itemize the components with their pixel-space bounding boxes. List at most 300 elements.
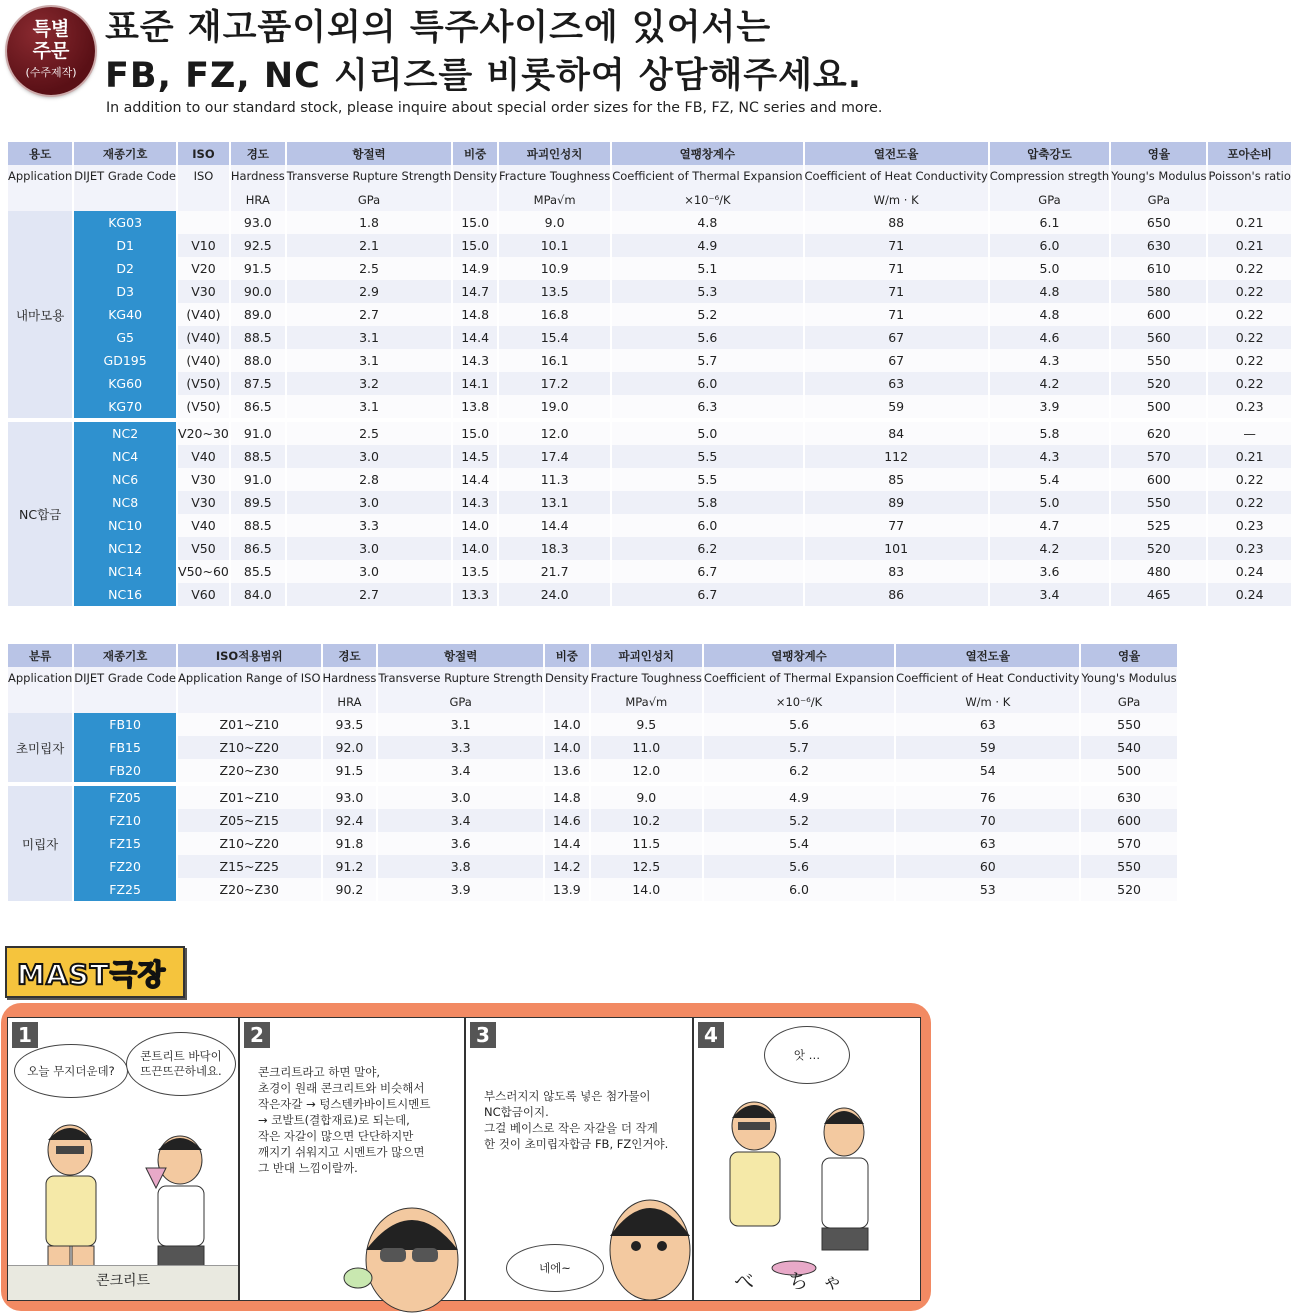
header-units xyxy=(8,188,1291,211)
value-cell: 71 xyxy=(805,257,988,280)
value-cell: (V50) xyxy=(178,372,229,395)
header-korean-cell: 비중 xyxy=(453,142,497,165)
value-cell: 0.23 xyxy=(1208,514,1290,537)
header-units-cell xyxy=(8,188,72,211)
value-cell: — xyxy=(1208,418,1290,445)
value-cell: 85 xyxy=(805,468,988,491)
panel-number-2: 2 xyxy=(244,1022,270,1048)
table-row xyxy=(8,583,1291,606)
value-cell: 17.4 xyxy=(499,445,610,468)
value-cell: 14.0 xyxy=(453,514,497,537)
header-korean-cell: 압축강도 xyxy=(990,142,1109,165)
table-row xyxy=(8,782,1177,809)
value-cell: 5.2 xyxy=(612,303,802,326)
value-cell: 91.5 xyxy=(231,257,285,280)
value-cell: 2.1 xyxy=(287,234,452,257)
panel-2-text: 콘크리트라고 하면 말야, 초경이 원래 콘크리트와 비슷해서 작은자갈 → 텅스텐카바이트시멘트 → 코발트(결합재료)로 되는데, 작은 자갈이 많으면 단단하지만 깨지기 쉬워지고 시멘트가 많으면 그 반대 느낌이랄까. xyxy=(258,1065,431,1175)
header-korean-cell: 포아손비 xyxy=(1208,142,1290,165)
value-cell: V40 xyxy=(178,445,229,468)
value-cell: 71 xyxy=(805,303,988,326)
value-cell: 3.1 xyxy=(378,713,543,736)
value-cell: 600 xyxy=(1111,468,1206,491)
value-cell: 4.8 xyxy=(612,211,802,234)
value-cell: Z01~Z10 xyxy=(178,782,321,809)
value-cell: 0.22 xyxy=(1208,372,1290,395)
value-cell: 5.0 xyxy=(990,491,1109,514)
grade-code-cell: D2 xyxy=(74,257,176,280)
grade-code-cell: NC4 xyxy=(74,445,176,468)
value-cell: 5.0 xyxy=(990,257,1109,280)
value-cell: 0.22 xyxy=(1208,468,1290,491)
badge-line3: (수주제작) xyxy=(25,66,77,79)
comic-strip xyxy=(1,1003,931,1311)
header-units-cell: GPa xyxy=(1111,188,1206,211)
grade-code-cell: NC10 xyxy=(74,514,176,537)
value-cell: 560 xyxy=(1111,326,1206,349)
value-cell: 5.2 xyxy=(704,809,894,832)
value-cell: 14.4 xyxy=(545,832,589,855)
header-units-cell: HRA xyxy=(231,188,285,211)
value-cell: 0.21 xyxy=(1208,234,1290,257)
header-english-cell: Application Range of ISO xyxy=(178,667,321,690)
table-row xyxy=(8,491,1291,514)
table-row xyxy=(8,211,1291,234)
value-cell: 93.0 xyxy=(231,211,285,234)
badge-line1: 특별 xyxy=(32,18,70,40)
header-units-cell xyxy=(178,690,321,713)
header-units-cell: GPa xyxy=(990,188,1109,211)
header-units-cell xyxy=(8,690,72,713)
value-cell: 0.21 xyxy=(1208,445,1290,468)
value-cell: (V40) xyxy=(178,303,229,326)
headline-line2: FB, FZ, NC 시리즈를 비롯하여 상담해주세요. xyxy=(105,56,863,96)
value-cell: 10.1 xyxy=(499,234,610,257)
value-cell: V10 xyxy=(178,234,229,257)
value-cell: 500 xyxy=(1111,395,1206,418)
comic-panel-1 xyxy=(7,1017,239,1301)
speech-bubble: 콘트리트 바닥이 뜨끈뜨끈하네요. xyxy=(126,1032,236,1096)
value-cell: 6.2 xyxy=(612,537,802,560)
value-cell: 3.4 xyxy=(378,759,543,782)
panel-number-1: 1 xyxy=(12,1022,38,1048)
header-units-cell: GPa xyxy=(1081,690,1176,713)
header-korean-cell: 영율 xyxy=(1111,142,1206,165)
value-cell: 14.4 xyxy=(453,326,497,349)
value-cell: 3.1 xyxy=(287,326,452,349)
header-korean-cell: 영율 xyxy=(1081,644,1176,667)
value-cell: 4.3 xyxy=(990,445,1109,468)
header-english-cell: Density xyxy=(453,165,497,188)
grade-code-cell: FZ15 xyxy=(74,832,176,855)
group-label: 초미립자 xyxy=(8,713,72,782)
value-cell: 13.1 xyxy=(499,491,610,514)
value-cell: 86 xyxy=(805,583,988,606)
value-cell: 11.5 xyxy=(591,832,702,855)
table-row xyxy=(8,713,1177,736)
value-cell: 6.0 xyxy=(990,234,1109,257)
value-cell: 86.5 xyxy=(231,537,285,560)
value-cell: 60 xyxy=(896,855,1079,878)
value-cell: 89.0 xyxy=(231,303,285,326)
header-english-cell: Application xyxy=(8,667,72,690)
value-cell: 570 xyxy=(1081,832,1176,855)
value-cell: 5.3 xyxy=(612,280,802,303)
comic-panel-2 xyxy=(239,1017,465,1301)
value-cell: 14.3 xyxy=(453,491,497,514)
value-cell: 3.8 xyxy=(378,855,543,878)
table-row xyxy=(8,514,1291,537)
value-cell: 0.22 xyxy=(1208,303,1290,326)
header-korean-cell: 열전도율 xyxy=(896,644,1079,667)
grade-code-cell: FZ05 xyxy=(74,782,176,809)
value-cell: 525 xyxy=(1111,514,1206,537)
value-cell: 6.7 xyxy=(612,583,802,606)
value-cell: 91.8 xyxy=(323,832,377,855)
value-cell: V60 xyxy=(178,583,229,606)
table-row xyxy=(8,280,1291,303)
value-cell: 6.7 xyxy=(612,560,802,583)
grade-code-cell: FZ10 xyxy=(74,809,176,832)
value-cell: 92.5 xyxy=(231,234,285,257)
grade-code-cell: G5 xyxy=(74,326,176,349)
header-units-cell xyxy=(1208,188,1290,211)
grade-code-cell: FB15 xyxy=(74,736,176,759)
table-row xyxy=(8,257,1291,280)
value-cell: Z20~Z30 xyxy=(178,878,321,901)
header-english-cell: Hardness xyxy=(231,165,285,188)
table-row xyxy=(8,445,1291,468)
header-english-cell: DIJET Grade Code xyxy=(74,667,176,690)
value-cell: 4.2 xyxy=(990,537,1109,560)
speech-bubble: 네에~ xyxy=(506,1244,604,1292)
value-cell: 88.5 xyxy=(231,445,285,468)
value-cell: 6.0 xyxy=(612,372,802,395)
table-row xyxy=(8,303,1291,326)
value-cell: 5.5 xyxy=(612,445,802,468)
value-cell: 54 xyxy=(896,759,1079,782)
value-cell: (V50) xyxy=(178,395,229,418)
value-cell: 5.5 xyxy=(612,468,802,491)
header-korean-cell: 열팽창계수 xyxy=(612,142,802,165)
value-cell: 71 xyxy=(805,280,988,303)
value-cell: 14.6 xyxy=(545,809,589,832)
value-cell: 12.0 xyxy=(499,418,610,445)
header-english-cell: Application xyxy=(8,165,72,188)
value-cell: 14.1 xyxy=(453,372,497,395)
table-row xyxy=(8,736,1177,759)
grade-code-cell: KG40 xyxy=(74,303,176,326)
speech-bubble: 앗 … xyxy=(764,1026,850,1084)
value-cell: V20~30 xyxy=(178,418,229,445)
value-cell: 5.0 xyxy=(612,418,802,445)
header-korean-cell: 용도 xyxy=(8,142,72,165)
value-cell: 3.0 xyxy=(378,782,543,809)
value-cell: 63 xyxy=(805,372,988,395)
grade-code-cell: FB10 xyxy=(74,713,176,736)
header-korean-cell: 파괴인성치 xyxy=(591,644,702,667)
header-korean-cell: 경도 xyxy=(323,644,377,667)
table-row xyxy=(8,234,1291,257)
mast-title-text: MAST극장 xyxy=(17,958,166,991)
value-cell: 3.0 xyxy=(287,537,452,560)
value-cell: 88.5 xyxy=(231,514,285,537)
value-cell: 0.24 xyxy=(1208,560,1290,583)
value-cell: 15.0 xyxy=(453,211,497,234)
value-cell: V30 xyxy=(178,280,229,303)
value-cell: 4.2 xyxy=(990,372,1109,395)
value-cell: 540 xyxy=(1081,736,1176,759)
header-english-cell: Young's Modulus xyxy=(1111,165,1206,188)
value-cell: 14.8 xyxy=(453,303,497,326)
value-cell: 90.2 xyxy=(323,878,377,901)
value-cell: 3.4 xyxy=(990,583,1109,606)
header-english-cell: Compression stregth xyxy=(990,165,1109,188)
group-label: 내마모용 xyxy=(8,211,72,418)
value-cell: 0.23 xyxy=(1208,395,1290,418)
value-cell: 3.9 xyxy=(378,878,543,901)
header-units-cell: GPa xyxy=(287,188,452,211)
value-cell: V50~60 xyxy=(178,560,229,583)
panel-number-4: 4 xyxy=(698,1022,724,1048)
value-cell: Z10~Z20 xyxy=(178,832,321,855)
value-cell: 93.5 xyxy=(323,713,377,736)
value-cell: Z05~Z15 xyxy=(178,809,321,832)
value-cell: 5.6 xyxy=(704,855,894,878)
value-cell: 3.6 xyxy=(990,560,1109,583)
value-cell: 14.0 xyxy=(591,878,702,901)
table-row xyxy=(8,878,1177,901)
value-cell: 12.0 xyxy=(591,759,702,782)
header-english-cell: Fracture Toughness xyxy=(591,667,702,690)
table-row xyxy=(8,537,1291,560)
value-cell: 67 xyxy=(805,349,988,372)
header-units-cell xyxy=(178,188,229,211)
value-cell: 91.2 xyxy=(323,855,377,878)
header-units xyxy=(8,690,1177,713)
value-cell: V50 xyxy=(178,537,229,560)
english-subline: In addition to our standard stock, please inquire about special order sizes for the FB, FZ, NC series and more. xyxy=(106,100,883,116)
header-korean-cell: 열전도율 xyxy=(805,142,988,165)
value-cell: 5.4 xyxy=(990,468,1109,491)
comic-panel-4 xyxy=(693,1017,921,1301)
table-row xyxy=(8,468,1291,491)
value-cell: 15.0 xyxy=(453,234,497,257)
value-cell: Z10~Z20 xyxy=(178,736,321,759)
value-cell: 600 xyxy=(1081,809,1176,832)
value-cell: 101 xyxy=(805,537,988,560)
header-korean xyxy=(8,644,1177,667)
value-cell: V30 xyxy=(178,468,229,491)
value-cell: 91.0 xyxy=(231,468,285,491)
value-cell: V40 xyxy=(178,514,229,537)
value-cell: 53 xyxy=(896,878,1079,901)
value-cell: 90.0 xyxy=(231,280,285,303)
value-cell: 16.8 xyxy=(499,303,610,326)
table-row xyxy=(8,326,1291,349)
value-cell: 2.7 xyxy=(287,303,452,326)
value-cell: 4.8 xyxy=(990,280,1109,303)
value-cell: 11.0 xyxy=(591,736,702,759)
value-cell: 67 xyxy=(805,326,988,349)
value-cell: 88 xyxy=(805,211,988,234)
value-cell: 13.5 xyxy=(499,280,610,303)
value-cell: 14.4 xyxy=(499,514,610,537)
character-with-glasses-illustration xyxy=(240,1190,464,1300)
header-korean-cell: ISO xyxy=(178,142,229,165)
value-cell: 14.9 xyxy=(453,257,497,280)
value-cell: 84.0 xyxy=(231,583,285,606)
value-cell: 88.0 xyxy=(231,349,285,372)
value-cell: 3.4 xyxy=(378,809,543,832)
grade-code-cell: NC16 xyxy=(74,583,176,606)
value-cell: 480 xyxy=(1111,560,1206,583)
header-korean-cell: 분류 xyxy=(8,644,72,667)
header-korean-cell: 항절력 xyxy=(378,644,543,667)
grade-code-cell: NC12 xyxy=(74,537,176,560)
header-english-cell: ISO xyxy=(178,165,229,188)
header-korean-cell: ISO적용범위 xyxy=(178,644,321,667)
floor-label: 콘크리트 xyxy=(8,1265,238,1300)
value-cell: 4.9 xyxy=(704,782,894,809)
header-units-cell xyxy=(453,188,497,211)
value-cell: 520 xyxy=(1081,878,1176,901)
header-units-cell xyxy=(545,690,589,713)
grade-code-cell: FB20 xyxy=(74,759,176,782)
value-cell: 21.7 xyxy=(499,560,610,583)
value-cell: Z20~Z30 xyxy=(178,759,321,782)
header-units-cell: W/m · K xyxy=(896,690,1079,713)
table-row xyxy=(8,418,1291,445)
header-korean-cell: 파괴인성치 xyxy=(499,142,610,165)
header-korean-cell: 비중 xyxy=(545,644,589,667)
value-cell: 6.1 xyxy=(990,211,1109,234)
grade-table-wear-nc xyxy=(6,142,1293,606)
value-cell: 3.0 xyxy=(287,445,452,468)
value-cell: 6.2 xyxy=(704,759,894,782)
value-cell: 5.6 xyxy=(612,326,802,349)
header-korean-cell: 항절력 xyxy=(287,142,452,165)
value-cell: 91.5 xyxy=(323,759,377,782)
grade-code-cell: FZ20 xyxy=(74,855,176,878)
header-korean-cell: 열팽창계수 xyxy=(704,644,894,667)
value-cell: 4.8 xyxy=(990,303,1109,326)
grade-code-cell: NC6 xyxy=(74,468,176,491)
value-cell: 650 xyxy=(1111,211,1206,234)
header-english xyxy=(8,165,1291,188)
value-cell: 620 xyxy=(1111,418,1206,445)
value-cell: Z01~Z10 xyxy=(178,713,321,736)
value-cell: 70 xyxy=(896,809,1079,832)
group-label: NC합금 xyxy=(8,418,72,606)
value-cell: 14.5 xyxy=(453,445,497,468)
header-units-cell: HRA xyxy=(323,690,377,713)
value-cell: 3.0 xyxy=(287,560,452,583)
value-cell: 76 xyxy=(896,782,1079,809)
header-units-cell: ×10⁻⁶/K xyxy=(612,188,802,211)
value-cell: 10.2 xyxy=(591,809,702,832)
value-cell: 550 xyxy=(1111,349,1206,372)
table-row xyxy=(8,560,1291,583)
header-english-cell: Coefficient of Heat Conductivity xyxy=(896,667,1079,690)
table-row xyxy=(8,759,1177,782)
value-cell: 2.5 xyxy=(287,257,452,280)
value-cell: 4.9 xyxy=(612,234,802,257)
value-cell: 0.22 xyxy=(1208,326,1290,349)
value-cell: 580 xyxy=(1111,280,1206,303)
value-cell: 86.5 xyxy=(231,395,285,418)
value-cell: 59 xyxy=(896,736,1079,759)
value-cell: 18.3 xyxy=(499,537,610,560)
value-cell: 0.23 xyxy=(1208,537,1290,560)
header-english-cell: Poisson's ratio xyxy=(1208,165,1290,188)
value-cell: 15.4 xyxy=(499,326,610,349)
table-row xyxy=(8,809,1177,832)
grade-code-cell: GD195 xyxy=(74,349,176,372)
value-cell: 610 xyxy=(1111,257,1206,280)
header-english-cell: Coefficient of Thermal Expansion xyxy=(612,165,802,188)
comic-panel-3 xyxy=(465,1017,693,1301)
value-cell: 92.0 xyxy=(323,736,377,759)
value-cell: 0.22 xyxy=(1208,349,1290,372)
value-cell: 0.24 xyxy=(1208,583,1290,606)
value-cell: 550 xyxy=(1111,491,1206,514)
value-cell: 4.7 xyxy=(990,514,1109,537)
value-cell: 9.0 xyxy=(499,211,610,234)
value-cell: 85.5 xyxy=(231,560,285,583)
value-cell: 13.3 xyxy=(453,583,497,606)
value-cell: 89 xyxy=(805,491,988,514)
value-cell: 1.8 xyxy=(287,211,452,234)
header-english-cell: Coefficient of Heat Conductivity xyxy=(805,165,988,188)
value-cell: 14.0 xyxy=(545,736,589,759)
value-cell: 550 xyxy=(1081,713,1176,736)
panel-3-text: 부스러지지 않도록 넣은 첨가물이 NC합금이지. 그걸 베이스로 작은 자갈을 더 작게 한 것이 초미립자합금 FB, FZ인거야. xyxy=(484,1089,669,1151)
grade-code-cell: FZ25 xyxy=(74,878,176,901)
header-english-cell: Density xyxy=(545,667,589,690)
value-cell: 63 xyxy=(896,713,1079,736)
value-cell: 13.8 xyxy=(453,395,497,418)
value-cell: Z15~Z25 xyxy=(178,855,321,878)
value-cell: 500 xyxy=(1081,759,1176,782)
header-english-cell: Fracture Toughness xyxy=(499,165,610,188)
value-cell: 3.2 xyxy=(287,372,452,395)
table-row xyxy=(8,372,1291,395)
header-units-cell: ×10⁻⁶/K xyxy=(704,690,894,713)
grade-code-cell: NC8 xyxy=(74,491,176,514)
value-cell: 10.9 xyxy=(499,257,610,280)
header-korean-cell: 경도 xyxy=(231,142,285,165)
header-korean xyxy=(8,142,1291,165)
value-cell: V30 xyxy=(178,491,229,514)
value-cell: 84 xyxy=(805,418,988,445)
grade-code-cell: KG03 xyxy=(74,211,176,234)
value-cell: 87.5 xyxy=(231,372,285,395)
value-cell: 5.7 xyxy=(704,736,894,759)
value-cell: 5.7 xyxy=(612,349,802,372)
value-cell: 4.3 xyxy=(990,349,1109,372)
value-cell: 16.1 xyxy=(499,349,610,372)
value-cell: 88.5 xyxy=(231,326,285,349)
value-cell: 6.0 xyxy=(704,878,894,901)
value-cell: 550 xyxy=(1081,855,1176,878)
two-characters-dropped-ice-cream-illustration xyxy=(694,1078,920,1288)
panel-number-3: 3 xyxy=(470,1022,496,1048)
value-cell: 5.1 xyxy=(612,257,802,280)
header-english-cell: DIJET Grade Code xyxy=(74,165,176,188)
value-cell: 12.5 xyxy=(591,855,702,878)
header-english-cell: Young's Modulus xyxy=(1081,667,1176,690)
value-cell: 19.0 xyxy=(499,395,610,418)
